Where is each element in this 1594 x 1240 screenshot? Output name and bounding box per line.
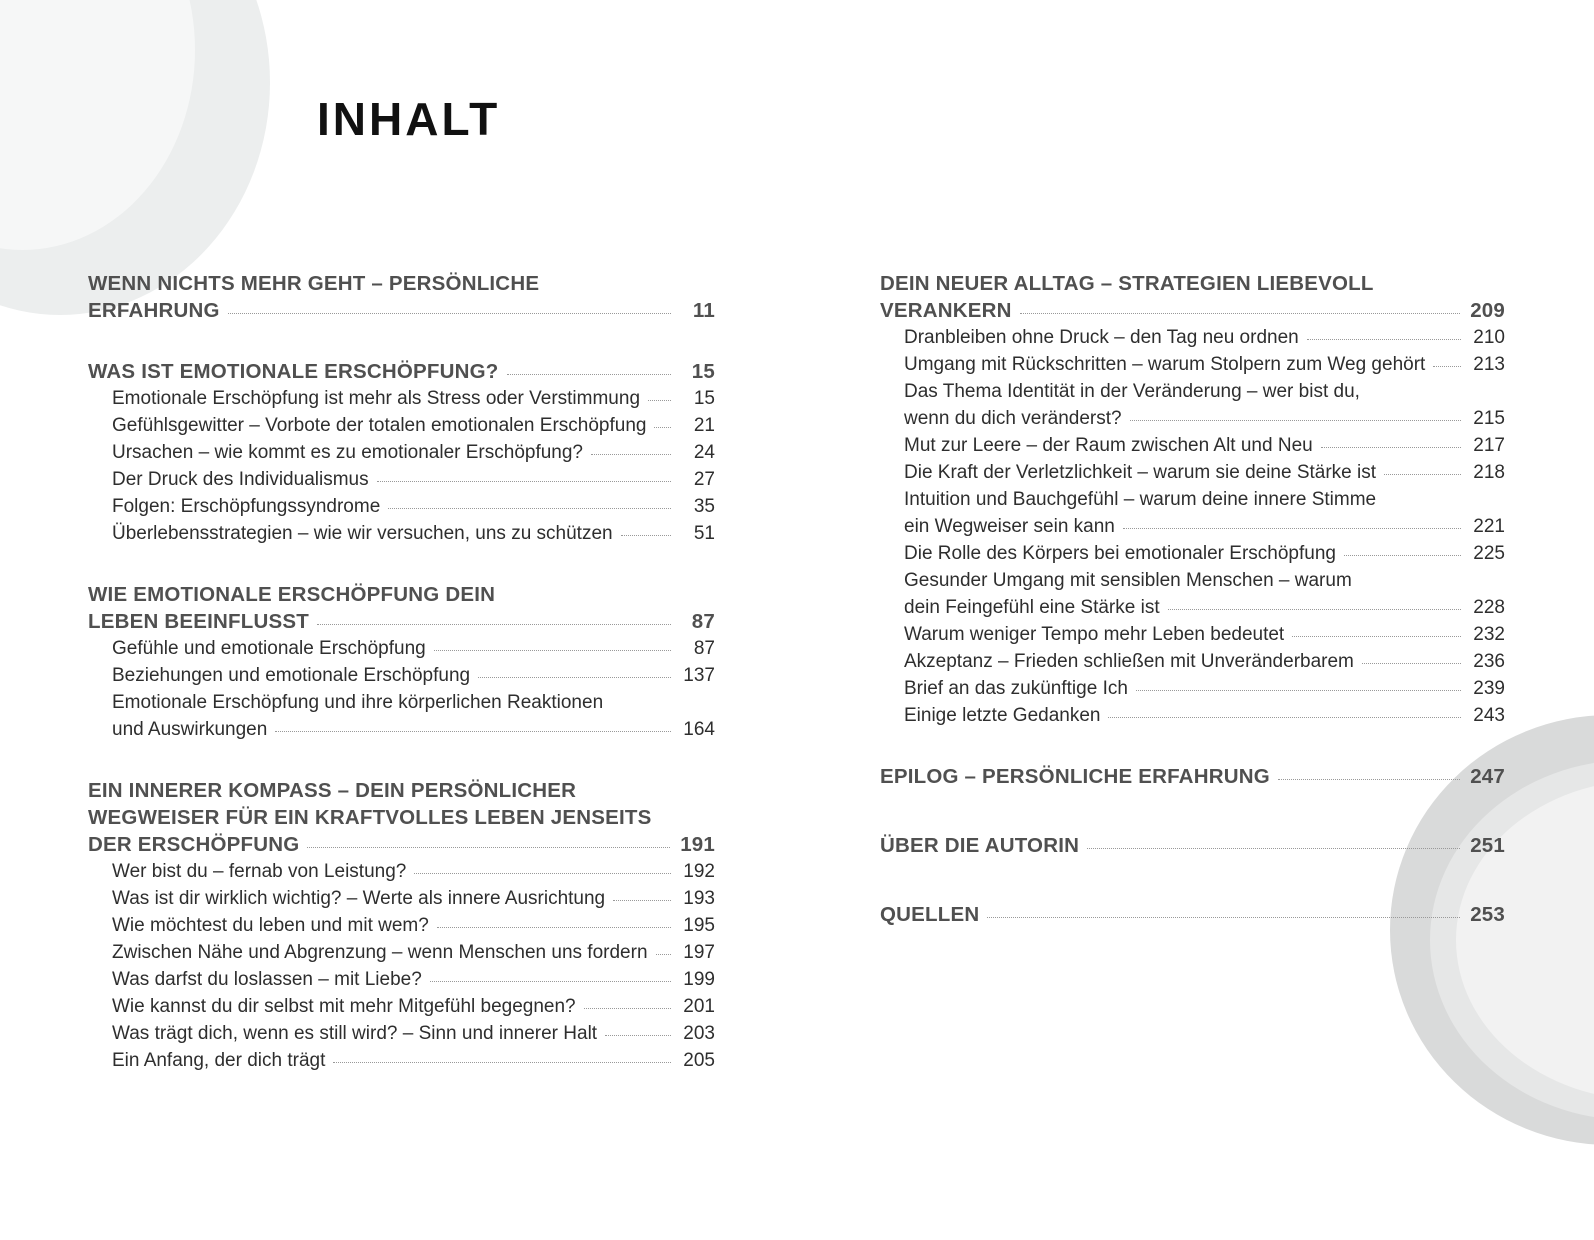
page-number: 164 xyxy=(683,719,715,740)
dot-leader xyxy=(1362,663,1461,664)
toc-entry-row[interactable] xyxy=(88,885,715,912)
dot-leader xyxy=(275,731,671,732)
entry-title: Einige letzte Gedanken xyxy=(904,705,1101,726)
toc-section xyxy=(880,270,1505,729)
page-number: 247 xyxy=(1470,765,1505,788)
dot-leader xyxy=(307,847,670,848)
toc-chapter-row[interactable] xyxy=(88,297,715,324)
dot-leader xyxy=(591,454,671,455)
dot-leader xyxy=(333,1062,671,1063)
entry-title: Brief an das zukünftige Ich xyxy=(904,678,1128,699)
dot-leader xyxy=(434,650,671,651)
toc-chapter-row[interactable] xyxy=(880,763,1505,790)
toc-section xyxy=(880,901,1505,928)
toc-entry-row[interactable] xyxy=(88,1047,715,1074)
toc-chapter-row[interactable] xyxy=(880,832,1505,859)
page-number: 87 xyxy=(691,610,715,633)
page-number: 253 xyxy=(1470,903,1505,926)
toc-entry-row[interactable] xyxy=(880,324,1505,351)
dot-leader xyxy=(1136,690,1461,691)
entry-title: Akzeptanz – Frieden schließen mit Unveränderbarem xyxy=(904,651,1354,672)
entry-title: Der Druck des Individualismus xyxy=(112,469,369,490)
dot-leader xyxy=(1307,339,1461,340)
page-number: 191 xyxy=(680,833,715,856)
page-number: 24 xyxy=(693,442,715,463)
entry-title: ein Wegweiser sein kann xyxy=(904,516,1115,537)
entry-title: und Auswirkungen xyxy=(112,719,268,740)
dot-leader xyxy=(388,508,671,509)
page-number: 51 xyxy=(693,523,715,544)
toc-section xyxy=(88,358,715,547)
page-number: 192 xyxy=(683,861,715,882)
page-number: 215 xyxy=(1473,408,1505,429)
toc-entry-row[interactable] xyxy=(880,540,1505,567)
chapter-title: LEBEN BEEINFLUSST xyxy=(88,610,309,633)
page-number: 239 xyxy=(1473,678,1505,699)
entry-title: Wie möchtest du leben und mit wem? xyxy=(112,915,429,936)
page-number: 35 xyxy=(693,496,715,517)
toc-left-column xyxy=(88,270,715,1108)
entry-title: Gefühle und emotionale Erschöpfung xyxy=(112,638,426,659)
dot-leader xyxy=(1087,848,1460,849)
toc-entry-row[interactable] xyxy=(88,385,715,412)
chapter-title: EPILOG – PERSÖNLICHE ERFAHRUNG xyxy=(880,765,1270,788)
entry-title: Zwischen Nähe und Abgrenzung – wenn Menschen uns fordern xyxy=(112,942,648,963)
toc-entry-row[interactable] xyxy=(88,858,715,885)
entry-title-line: Emotionale Erschöpfung und ihre körperlichen Reaktionen xyxy=(112,692,604,713)
entry-title-line: Gesunder Umgang mit sensiblen Menschen – warum xyxy=(904,570,1352,591)
entry-title: Was trägt dich, wenn es still wird? – Sinn und innerer Halt xyxy=(112,1023,598,1044)
toc-section xyxy=(88,777,715,1074)
toc-entry-row[interactable] xyxy=(880,702,1505,729)
dot-leader xyxy=(1321,447,1461,448)
chapter-title: VERANKERN xyxy=(880,299,1012,322)
page-number: 21 xyxy=(693,415,715,436)
dot-leader xyxy=(478,677,671,678)
entry-title: Die Kraft der Verletzlichkeit – warum sie deine Stärke ist xyxy=(904,462,1377,483)
page-number: 209 xyxy=(1470,299,1505,322)
page-number: 217 xyxy=(1473,435,1505,456)
entry-title: Folgen: Erschöpfungssyndrome xyxy=(112,496,381,517)
toc-entry-row[interactable] xyxy=(880,594,1505,621)
page-number: 213 xyxy=(1473,354,1505,375)
page-number: 251 xyxy=(1470,834,1505,857)
dot-leader xyxy=(1433,366,1461,367)
entry-title: wenn du dich veränderst? xyxy=(904,408,1122,429)
toc-entry-row[interactable] xyxy=(880,648,1505,675)
page-number: 228 xyxy=(1473,597,1505,618)
toc-entry-row[interactable] xyxy=(880,432,1505,459)
chapter-title-line: WENN NICHTS MEHR GEHT – PERSÖNLICHE xyxy=(88,272,540,295)
toc-entry-row[interactable] xyxy=(88,939,715,966)
toc-section xyxy=(88,270,715,324)
toc-entry-row[interactable] xyxy=(88,716,715,743)
entry-title: Umgang mit Rückschritten – warum Stolpern zum Weg gehört xyxy=(904,354,1426,375)
page-number: 221 xyxy=(1473,516,1505,537)
dot-leader xyxy=(621,535,671,536)
dot-leader xyxy=(1292,636,1461,637)
page-number: 210 xyxy=(1473,327,1505,348)
dot-leader xyxy=(507,374,671,375)
toc-entry-row[interactable] xyxy=(88,493,715,520)
entry-title: Emotionale Erschöpfung ist mehr als Stress oder Verstimmung xyxy=(112,388,641,409)
toc-entry-row[interactable] xyxy=(88,412,715,439)
dot-leader xyxy=(987,917,1460,918)
chapter-title-line: EIN INNERER KOMPASS – DEIN PERSÖNLICHER xyxy=(88,779,577,802)
dot-leader xyxy=(584,1008,671,1009)
entry-title: Warum weniger Tempo mehr Leben bedeutet xyxy=(904,624,1285,645)
toc-entry-row[interactable] xyxy=(880,459,1505,486)
toc-chapter-row[interactable] xyxy=(88,358,715,385)
toc-chapter-row[interactable] xyxy=(88,831,715,858)
toc-entry-row[interactable] xyxy=(88,662,715,689)
dot-leader xyxy=(414,873,671,874)
toc-right-column xyxy=(880,270,1505,970)
toc-chapter-row[interactable] xyxy=(880,901,1505,928)
toc-entry-row[interactable] xyxy=(880,405,1505,432)
dot-leader xyxy=(228,313,671,314)
page-number: 15 xyxy=(691,360,715,383)
entry-title: Was darfst du loslassen – mit Liebe? xyxy=(112,969,422,990)
page-number: 27 xyxy=(693,469,715,490)
page-number: 201 xyxy=(683,996,715,1017)
dot-leader xyxy=(605,1035,671,1036)
page-title: INHALT xyxy=(317,93,501,145)
page-number: 225 xyxy=(1473,543,1505,564)
dot-leader xyxy=(654,427,671,428)
toc-section xyxy=(880,763,1505,790)
page-number: 236 xyxy=(1473,651,1505,672)
entry-title: Wer bist du – fernab von Leistung? xyxy=(112,861,407,882)
page-number: 193 xyxy=(683,888,715,909)
dot-leader xyxy=(1168,609,1461,610)
dot-leader xyxy=(1384,474,1461,475)
toc-entry-row[interactable] xyxy=(88,1020,715,1047)
toc-entry-row[interactable] xyxy=(88,466,715,493)
dot-leader xyxy=(1020,313,1461,314)
entry-title: dein Feingefühl eine Stärke ist xyxy=(904,597,1160,618)
entry-title: Gefühlsgewitter – Vorbote der totalen emotionalen Erschöpfung xyxy=(112,415,647,436)
entry-title: Ein Anfang, der dich trägt xyxy=(112,1050,326,1071)
toc-entry-row[interactable] xyxy=(880,351,1505,378)
toc-chapter-row[interactable] xyxy=(88,608,715,635)
chapter-title-line: DEIN NEUER ALLTAG – STRATEGIEN LIEBEVOLL xyxy=(880,272,1374,295)
dot-leader xyxy=(1130,420,1461,421)
chapter-title: WAS IST EMOTIONALE ERSCHÖPFUNG? xyxy=(88,360,499,383)
entry-title: Dranbleiben ohne Druck – den Tag neu ordnen xyxy=(904,327,1299,348)
chapter-title: ERFAHRUNG xyxy=(88,299,220,322)
page-number: 195 xyxy=(683,915,715,936)
chapter-title: DER ERSCHÖPFUNG xyxy=(88,833,300,856)
entry-title: Was ist dir wirklich wichtig? – Werte als innere Ausrichtung xyxy=(112,888,606,909)
dot-leader xyxy=(1344,555,1461,556)
entry-title: Mut zur Leere – der Raum zwischen Alt und Neu xyxy=(904,435,1313,456)
toc-section xyxy=(88,581,715,743)
page-number: 232 xyxy=(1473,624,1505,645)
entry-title: Ursachen – wie kommt es zu emotionaler Erschöpfung? xyxy=(112,442,584,463)
entry-title: Überlebensstrategien – wie wir versuchen, uns zu schützen xyxy=(112,523,613,544)
page-number: 197 xyxy=(683,942,715,963)
dot-leader xyxy=(648,400,671,401)
dot-leader xyxy=(430,981,671,982)
page-number: 243 xyxy=(1473,705,1505,726)
entry-title: Beziehungen und emotionale Erschöpfung xyxy=(112,665,471,686)
page-number: 15 xyxy=(693,388,715,409)
dot-leader xyxy=(1278,779,1460,780)
toc-entry-row[interactable] xyxy=(88,912,715,939)
toc-chapter-row[interactable] xyxy=(880,297,1505,324)
dot-leader xyxy=(656,954,671,955)
toc-entry-row[interactable] xyxy=(88,520,715,547)
toc-entry-row[interactable] xyxy=(880,621,1505,648)
chapter-title: ÜBER DIE AUTORIN xyxy=(880,834,1080,857)
toc-entry-row[interactable] xyxy=(88,993,715,1020)
dot-leader xyxy=(317,624,671,625)
toc-entry-row[interactable] xyxy=(88,966,715,993)
toc-entry-row[interactable] xyxy=(880,513,1505,540)
page-number: 218 xyxy=(1473,462,1505,483)
page-number: 137 xyxy=(683,665,715,686)
chapter-title-line: WEGWEISER FÜR EIN KRAFTVOLLES LEBEN JENSEITS xyxy=(88,806,652,829)
page-number: 11 xyxy=(692,299,715,322)
entry-title: Wie kannst du dir selbst mit mehr Mitgefühl begegnen? xyxy=(112,996,576,1017)
toc-entry-row[interactable] xyxy=(88,439,715,466)
toc-section xyxy=(880,832,1505,859)
dot-leader xyxy=(437,927,671,928)
dot-leader xyxy=(1123,528,1461,529)
entry-title-line: Das Thema Identität in der Veränderung – wer bist du, xyxy=(904,381,1360,402)
dot-leader xyxy=(377,481,671,482)
page-number: 205 xyxy=(683,1050,715,1071)
chapter-title-line: WIE EMOTIONALE ERSCHÖPFUNG DEIN xyxy=(88,583,496,606)
entry-title-line: Intuition und Bauchgefühl – warum deine innere Stimme xyxy=(904,489,1377,510)
page-number: 203 xyxy=(683,1023,715,1044)
toc-entry-row[interactable] xyxy=(88,635,715,662)
page-number: 199 xyxy=(683,969,715,990)
dot-leader xyxy=(1108,717,1461,718)
entry-title: Die Rolle des Körpers bei emotionaler Erschöpfung xyxy=(904,543,1336,564)
chapter-title: QUELLEN xyxy=(880,903,980,926)
dot-leader xyxy=(613,900,671,901)
toc-entry-row[interactable] xyxy=(880,675,1505,702)
page-number: 87 xyxy=(693,638,715,659)
